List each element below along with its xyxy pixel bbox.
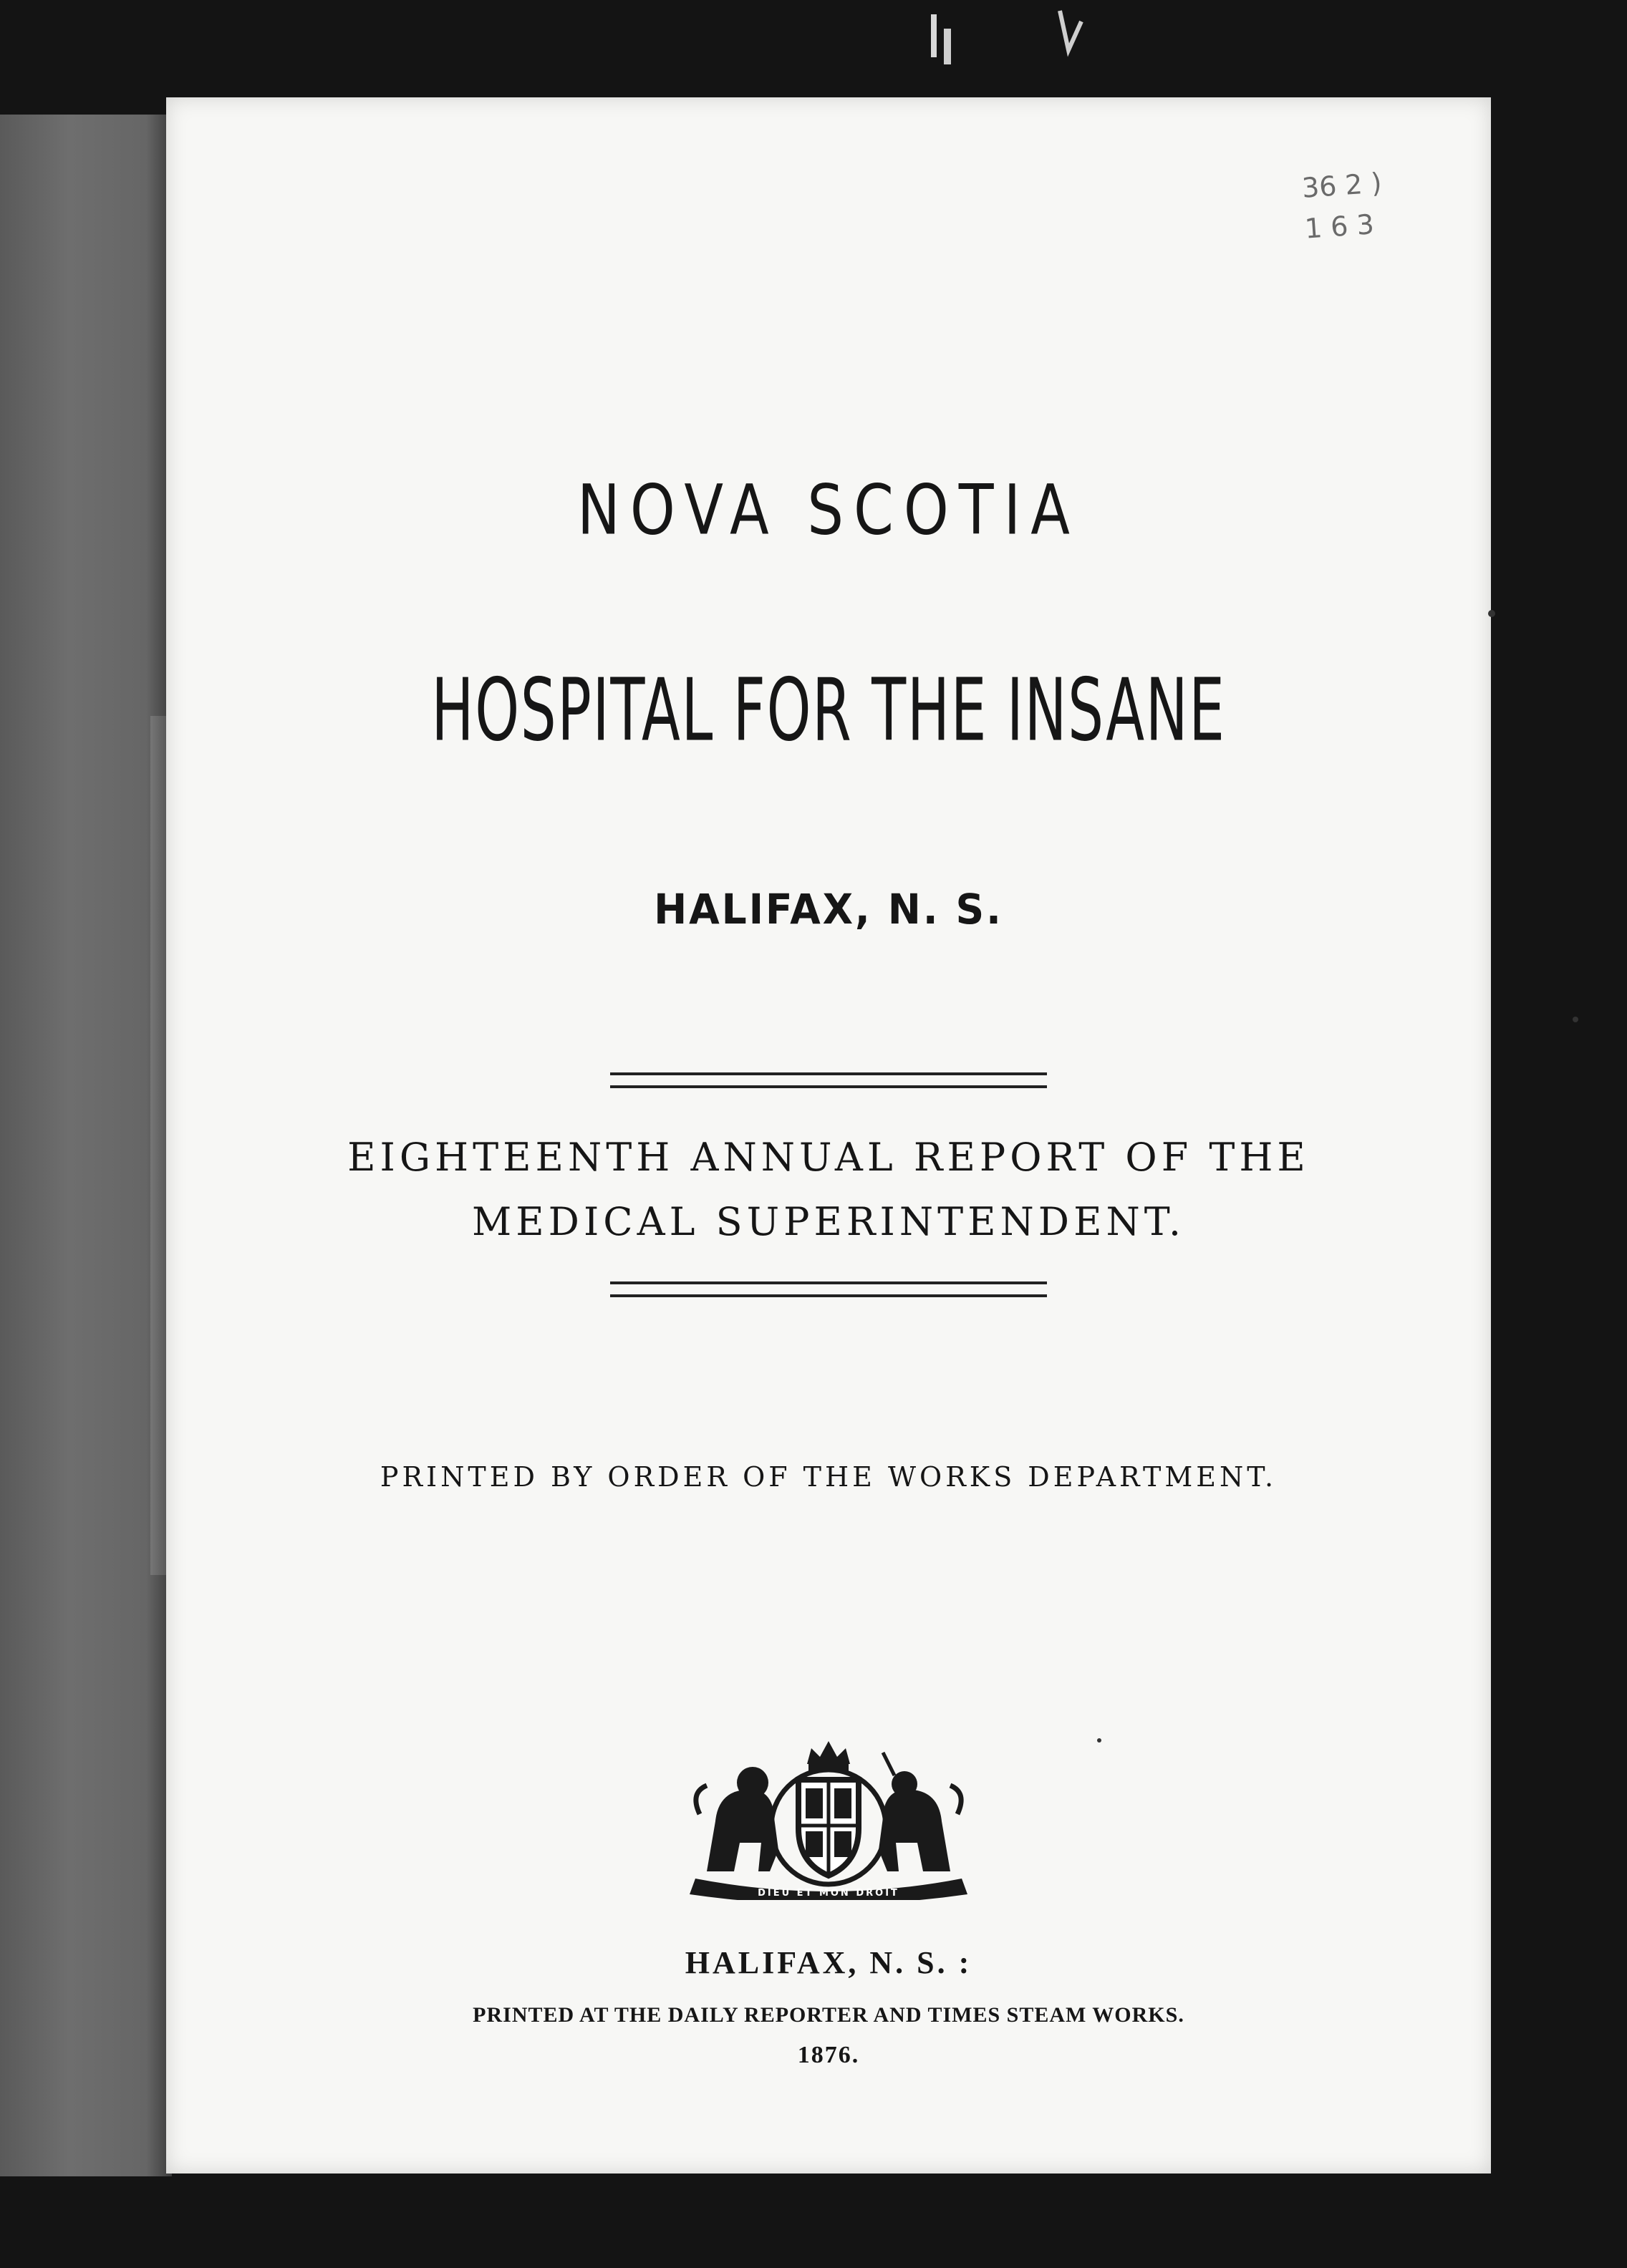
scan-speck (1097, 1738, 1101, 1743)
double-rule-bottom (610, 1281, 1047, 1297)
handwritten-catalog-note (1301, 163, 1386, 250)
title-page (166, 97, 1491, 2174)
double-rule-top (610, 1072, 1047, 1088)
printed-by-order: PRINTED BY ORDER OF THE WORKS DEPARTMENT. (380, 1461, 1278, 1493)
crest-motto: DIEU ET MON DROIT (758, 1888, 899, 1899)
book-binding (0, 115, 172, 2176)
imprint-place: HALIFAX, N. S. : (685, 1945, 972, 1980)
crown-icon (807, 1741, 850, 1771)
report-title-line-2: MEDICAL SUPERINTENDENT. (471, 1199, 1186, 1244)
title-location: HALIFAX, N. S. (654, 885, 1003, 934)
handwritten-note-line: 1 6 3 (1304, 208, 1376, 245)
scan-speck (1573, 1017, 1578, 1022)
royal-coat-of-arms (678, 1735, 979, 1900)
shield-icon (798, 1780, 859, 1876)
imprint-printer: PRINTED AT THE DAILY REPORTER AND TIMES STEAM WORKS. (473, 2003, 1184, 2027)
scan-speck (1488, 610, 1495, 617)
title-nova-scotia: NOVA SCOTIA (577, 470, 1080, 551)
lion-icon (696, 1767, 778, 1871)
title-hospital: HOSPITAL FOR THE INSANE (431, 660, 1226, 760)
report-title-line-1: EIGHTEENTH ANNUAL REPORT OF THE (347, 1135, 1310, 1180)
handwritten-note-line: 36 2 ) (1301, 167, 1384, 204)
imprint-year: 1876. (797, 2042, 860, 2068)
unicorn-icon (879, 1753, 961, 1871)
